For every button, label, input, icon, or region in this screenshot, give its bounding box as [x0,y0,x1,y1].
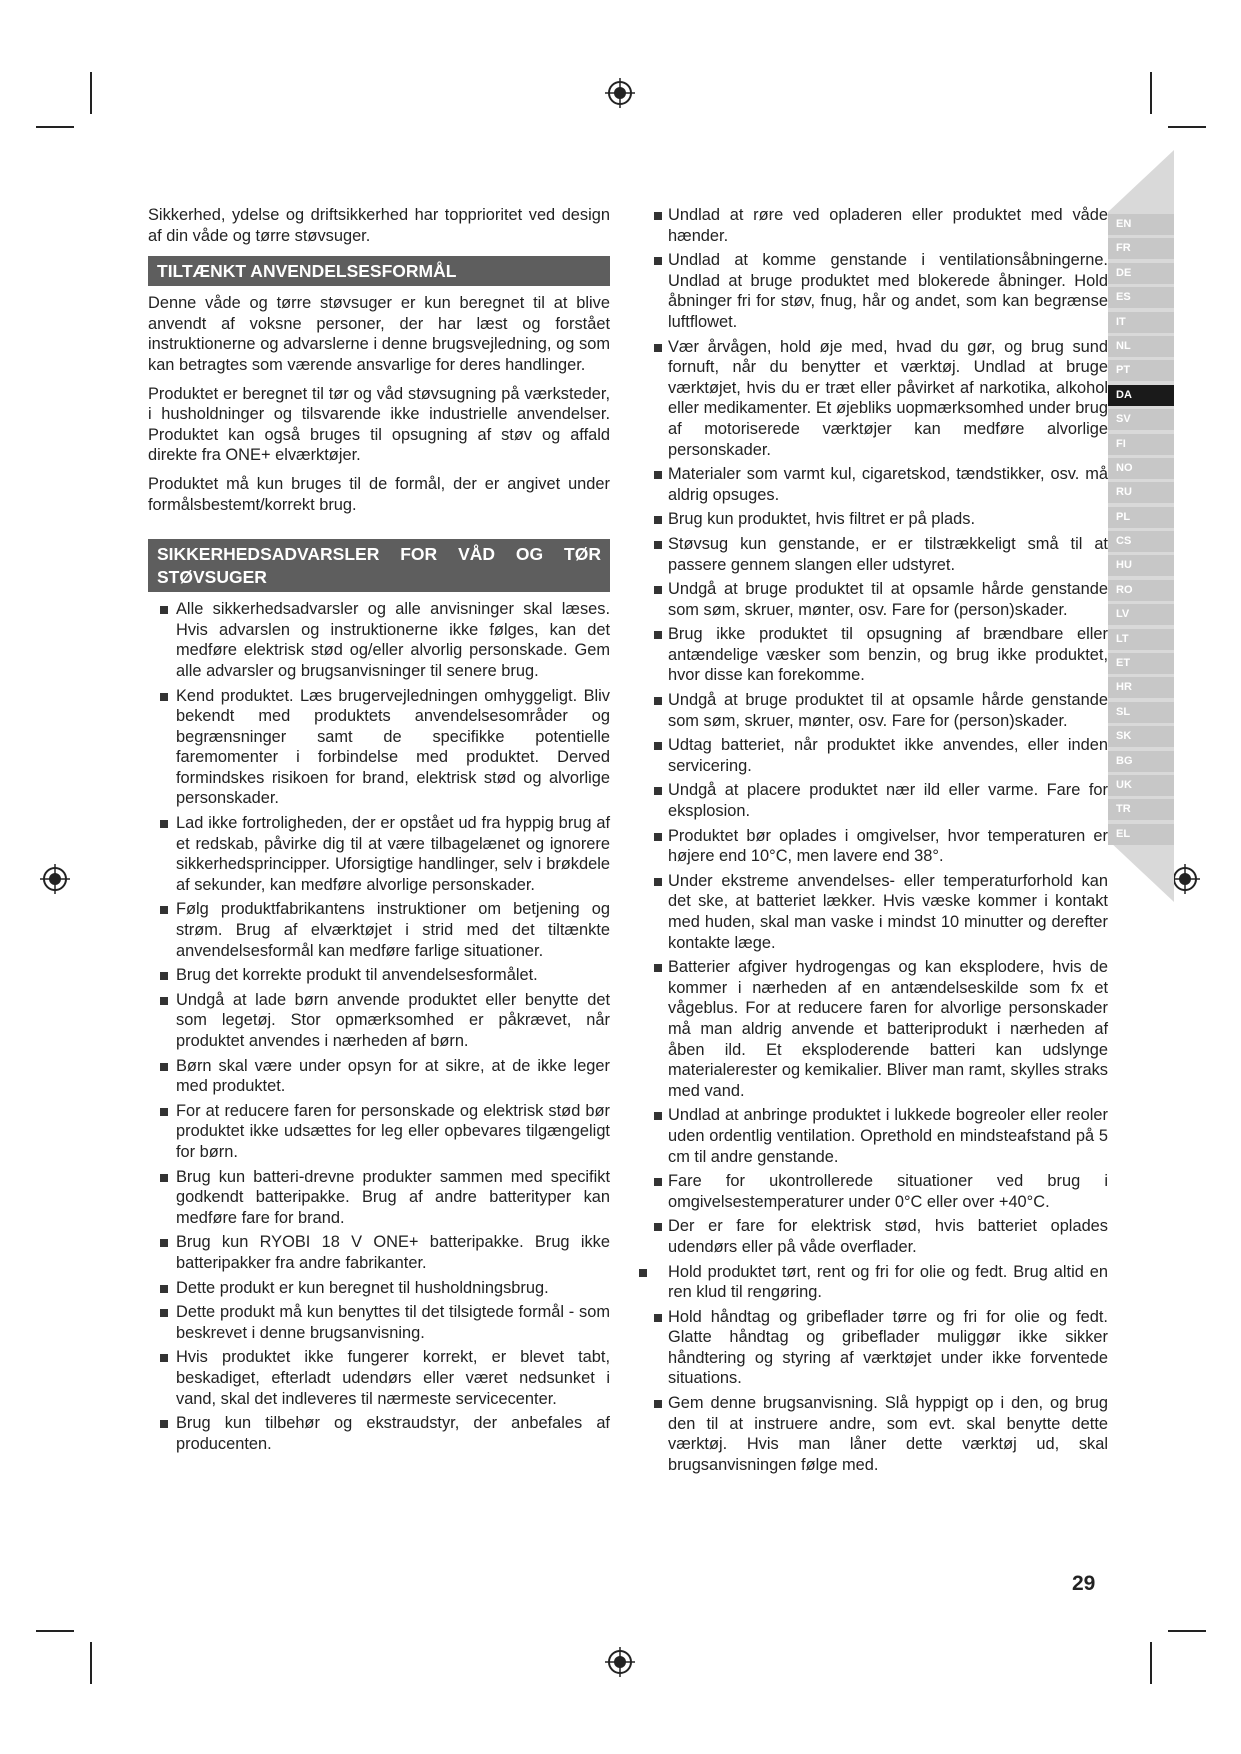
bullet-square-icon [654,742,662,750]
paragraph: Produktet må kun bruges til de formål, der er angivet under formålsbestemt/korrekt brug. [148,474,610,514]
bullet-square-icon [654,878,662,886]
list-item-text: Alle sikkerhedsadvarsler og alle anvisninger skal læses. Hvis advarslen og instruktionerne ikke følges, kan det medføre elektrisk stød og/eller alvorlig personskade. Gem alle advarsler og brugsanvisninger til senere brug. [176,600,610,680]
list-item-text: Vær årvågen, hold øje med, hvad du gør, og brug sund fornuft, når du benytter et værktøj. Undlad at bruge værktøjet, hvis du er træt eller påvirket af narkotika, alkohol eller medikamenter. Et øjebliks uopmærksomhed under brug af motoriserede værktøjer kan medføre alvorlige personskader. [668,337,1108,459]
list-item-text: Brug kun batteri-drevne produkter sammen med specifikt godkendt batteripakke. Brug af andre batterityper kan medføre fare for brand. [176,1167,610,1227]
list-item-text: Materialer som varmt kul, cigaretskod, tændstikker, osv. må aldrig opsuges. [668,465,1108,504]
list-item-text: Kend produktet. Læs brugervejledningen omhyggeligt. Bliv bekendt med produktets anvendelsesområder og begrænsninger samt de specifikke potentielle faremomenter i forbindelse med produktet. Derved formindskes risikoen for brand, elektrisk stød og alvorlige personskader. [176,686,610,808]
language-tab-it: IT [1108,312,1174,333]
bullet-square-icon [654,1400,662,1408]
language-tab-hu: HU [1108,555,1174,576]
language-tab-de: DE [1108,263,1174,284]
list-item [668,579,1108,620]
language-tab-sv: SV [1108,409,1174,430]
bullet-square-icon [160,997,168,1005]
list-item-text: Fare for ukontrollerede situationer ved brug i omgivelsestemperaturer under 0°C eller over +40°C. [668,1172,1108,1211]
crop-mark [36,1630,74,1632]
bullet-square-icon [160,1285,168,1293]
list-item [176,899,610,961]
list-item [668,205,1108,246]
bullet-square-icon [654,631,662,639]
crop-mark [90,1642,92,1684]
list-item [668,1262,1108,1303]
list-item [176,1413,610,1454]
list-item [668,250,1108,332]
list-item [668,871,1108,953]
bullet-square-icon [654,787,662,795]
list-item-text: Hvis produktet ikke fungerer korrekt, er blevet tabt, beskadiget, efterladt udendørs eller været nedsunket i vand, skal det indleveres til nærmeste servicecenter. [176,1348,610,1408]
language-tab-en: EN [1108,214,1174,235]
language-tab-el: EL [1108,824,1174,845]
bullet-square-icon [654,1223,662,1231]
bullet-square-icon [654,697,662,705]
bullet-square-icon [160,606,168,614]
bullet-square-icon [160,1239,168,1247]
language-tab-sk: SK [1108,726,1174,747]
crop-mark [1150,1642,1152,1684]
bullet-square-icon [160,1309,168,1317]
bullet-square-icon [160,1108,168,1116]
right-warning-list [654,205,1108,1475]
language-tab-bg: BG [1108,751,1174,772]
bullet-square-icon [654,964,662,972]
bullet-square-icon [654,471,662,479]
list-item-text: Dette produkt er kun beregnet til husholdningsbrug. [176,1278,549,1297]
list-item [668,624,1108,686]
registration-mark-icon [603,1645,637,1679]
list-item [176,599,610,681]
language-tab-pt: PT [1108,360,1174,381]
bullet-square-icon [654,1314,662,1322]
language-tab-da: DA [1108,385,1174,406]
list-item [176,813,610,895]
bullet-square-icon [654,541,662,549]
language-tab-hr: HR [1108,677,1174,698]
list-item-text: Brug det korrekte produkt til anvendelsesformålet. [176,966,538,985]
list-item [176,1167,610,1229]
list-item [176,965,610,986]
crop-mark [90,72,92,114]
list-item-text: Undgå at lade børn anvende produktet eller benytte det som legetøj. Stor opmærksomhed er påkrævet, når produktet anvendes i nærheden af børn. [176,990,610,1050]
list-item [668,464,1108,505]
list-item [176,1302,610,1343]
list-item-text: Støvsug kun genstande, er er tilstrækkeligt små til at passere gennem slangen eller udstyret. [668,534,1108,574]
language-tab-sl: SL [1108,702,1174,723]
bullet-square-icon [160,693,168,701]
list-item-text: For at reducere faren for personskade og elektrisk stød bør produktet ikke udsættes for leg eller opbevares tilgængeligt for børn. [176,1101,610,1161]
bullet-square-icon [654,257,662,265]
list-item-text: Brug kun RYOBI 18 V ONE+ batteripakke. Brug ikke batteripakker fra andre fabrikanter. [176,1233,610,1272]
language-tab-tr: TR [1108,799,1174,820]
paragraph: Denne våde og tørre støvsuger er kun beregnet til at blive anvendt af voksne personer, der har læst og forstået instruktionerne og advarslerne i denne brugsvejledning, og som kan betragtes som værende ansvarlige for deres handlinger. [148,294,610,374]
bullet-square-icon [654,1178,662,1186]
list-item [176,1278,610,1299]
bullet-square-icon [654,516,662,524]
bullet-square-icon [160,1174,168,1182]
bullet-square-icon [639,1269,647,1277]
language-tab-no: NO [1108,458,1174,479]
list-item-text: Lad ikke fortroligheden, der er opstået ud fra hyppig brug af et redskab, påvirke dig til at være tilbagelænet og ignorere sikkerhedsprincipper. Uforsigtige handlinger, selv i brøkdele af sekunder, kan medføre alvorlige personskader. [176,814,610,894]
bullet-square-icon [654,833,662,841]
list-item-text: Undlad at røre ved opladeren eller produktet med våde hænder. [668,206,1108,245]
list-item [176,1347,610,1409]
crop-mark [1168,1630,1206,1632]
registration-mark-icon [603,76,637,110]
language-tab-uk: UK [1108,775,1174,796]
language-tab-et: ET [1108,653,1174,674]
bullet-square-icon [654,212,662,220]
list-item-text: Dette produkt må kun benyttes til det tilsigtede formål - som beskrevet i denne brugsanvisning. [176,1303,610,1342]
crop-mark [1168,126,1206,128]
right-column [654,205,1108,1479]
intro-text: Sikkerhed, ydelse og driftsikkerhed har topprioritet ved design af din våde og tørre støvsuger. [148,206,610,245]
language-tab-pl: PL [1108,507,1174,528]
list-item [668,735,1108,776]
section-heading-safety-warnings: SIKKERHEDSADVARSLER FOR VÅD OG TØR STØVSUGER [148,539,610,592]
page-number: 29 [1072,1572,1096,1595]
language-tab-cs: CS [1108,531,1174,552]
list-item-text: Brug kun produktet, hvis filtret er på plads. [668,510,976,529]
section-heading-intended-use: TILTÆNKT ANVENDELSESFORMÅL [148,256,610,286]
left-column [148,205,610,1458]
list-item [668,957,1108,1101]
list-item-text: Der er fare for elektrisk stød, hvis batteriet oplades udendørs eller på våde overflader. [668,1217,1108,1256]
language-tab-ro: RO [1108,580,1174,601]
list-item-text: Følg produktfabrikantens instruktioner om betjening og strøm. Brug af elværktøjet i strid med det tiltænkte anvendelsesformål kan medføre farlige situationer. [176,900,610,960]
list-item [668,1105,1108,1167]
list-item-text: Brug ikke produktet til opsugning af brændbare eller antændelige væsker som benzin, og brug ikke produktet, hvor disse kan forekomme. [668,625,1108,685]
list-item [176,1101,610,1163]
list-item-text: Batterier afgiver hydrogengas og kan eksplodere, hvis de kommer i nærheden af en antændelseskilde som fx et vågeblus. For at reducere faren for alvorlige personskader må man aldrig anvende et batteriprodukt i nærheden af åben ild. Et eksploderende batteri kan udslynge materialerester og kemikalier. Bliver man ramt, skylles straks med vand. [668,958,1108,1100]
language-tab-fr: FR [1108,238,1174,259]
list-item-text: Udtag batteriet, når produktet ikke anvendes, eller inden servicering. [668,736,1108,775]
list-item-text: Gem denne brugsanvisning. Slå hyppigt op i den, og brug den til at instruere andre, som evt. skal benytte dette værktøj. Hvis man låner dette værktøj ud, skal brugsanvisningen følge med. [668,1394,1108,1474]
list-item-text: Undgå at bruge produktet til at opsamle hårde genstande som søm, skruer, mønter, osv. Fare for (person)skader. [668,691,1108,730]
list-item-text: Undgå at placere produktet nær ild eller varme. Fare for eksplosion. [668,781,1108,821]
bullet-square-icon [160,1063,168,1071]
list-item [668,780,1108,821]
list-item [668,337,1108,461]
list-item-text: Undlad at anbringe produktet i lukkede bogreoler eller reoler uden ordentlig ventilation. Oprethold en mindsteafstand på 5 cm til andre genstande. [668,1106,1108,1166]
paragraph: Produktet er beregnet til tør og våd støvsugning på værksteder, i husholdninger og tilsvarende ikke industrielle anvendelser. Produktet kan også bruges til opsugning af støv og affald direkte fra ONE+ elværktøjer. [148,384,610,465]
bullet-square-icon [160,1354,168,1362]
bullet-square-icon [160,906,168,914]
language-tab-ru: RU [1108,482,1174,503]
language-tab-nl: NL [1108,336,1174,357]
list-item [176,686,610,810]
bullet-square-icon [654,1112,662,1120]
list-item [176,990,610,1052]
registration-mark-icon [38,862,72,896]
list-item-text: Produktet bør oplades i omgivelser, hvor temperaturen er højere end 10°C, men lavere end 38°. [668,826,1108,866]
list-item [176,1056,610,1097]
bullet-square-icon [160,972,168,980]
list-item-text: Børn skal være under opsyn for at sikre, at de ikke leger med produktet. [176,1056,610,1096]
list-item [668,826,1108,867]
language-tab-es: ES [1108,287,1174,308]
list-item [668,1216,1108,1257]
list-item-text: Brug kun tilbehør og ekstraudstyr, der anbefales af producenten. [176,1414,610,1453]
list-item [668,534,1108,575]
list-item-text: Hold produktet tørt, rent og fri for olie og fedt. Brug altid en ren klud til rengøring. [668,1262,1108,1302]
list-item-text: Hold håndtag og gribeflader tørre og fri for olie og fedt. Glatte håndtag og gribeflader muliggør ikke sikker håndtering og styring af værktøjet under ikke forventede situations. [668,1307,1108,1388]
list-item-text: Undgå at bruge produktet til at opsamle hårde genstande som søm, skruer, mønter, osv. Fare for (person)skader. [668,580,1108,619]
bullet-square-icon [160,820,168,828]
list-item [668,690,1108,731]
language-tab-lv: LV [1108,604,1174,625]
list-item-text: Undlad at komme genstande i ventilationsåbningerne. Undlad at bruge produktet med blokerede åbninger. Hold åbninger fri for støv, fnug, hår og andet, som kan begrænse luftflowet. [668,251,1108,331]
list-item-text: Under ekstreme anvendelses- eller temperaturforhold kan det ske, at batteriet lækker. Hvis væske kommer i kontakt med huden, skal man vaske i mindst 10 minutter og derefter kontakte læge. [668,871,1108,952]
list-item [668,1171,1108,1212]
bullet-square-icon [160,1420,168,1428]
crop-mark [36,126,74,128]
list-item [668,509,1108,530]
list-item [668,1393,1108,1475]
list-item [668,1307,1108,1389]
left-warning-list [148,599,610,1454]
language-tab-lt: LT [1108,629,1174,650]
bullet-square-icon [654,344,662,352]
bullet-square-icon [654,586,662,594]
language-tab-fi: FI [1108,434,1174,455]
list-item [176,1232,610,1273]
language-tabs [1108,214,1174,848]
crop-mark [1150,72,1152,114]
